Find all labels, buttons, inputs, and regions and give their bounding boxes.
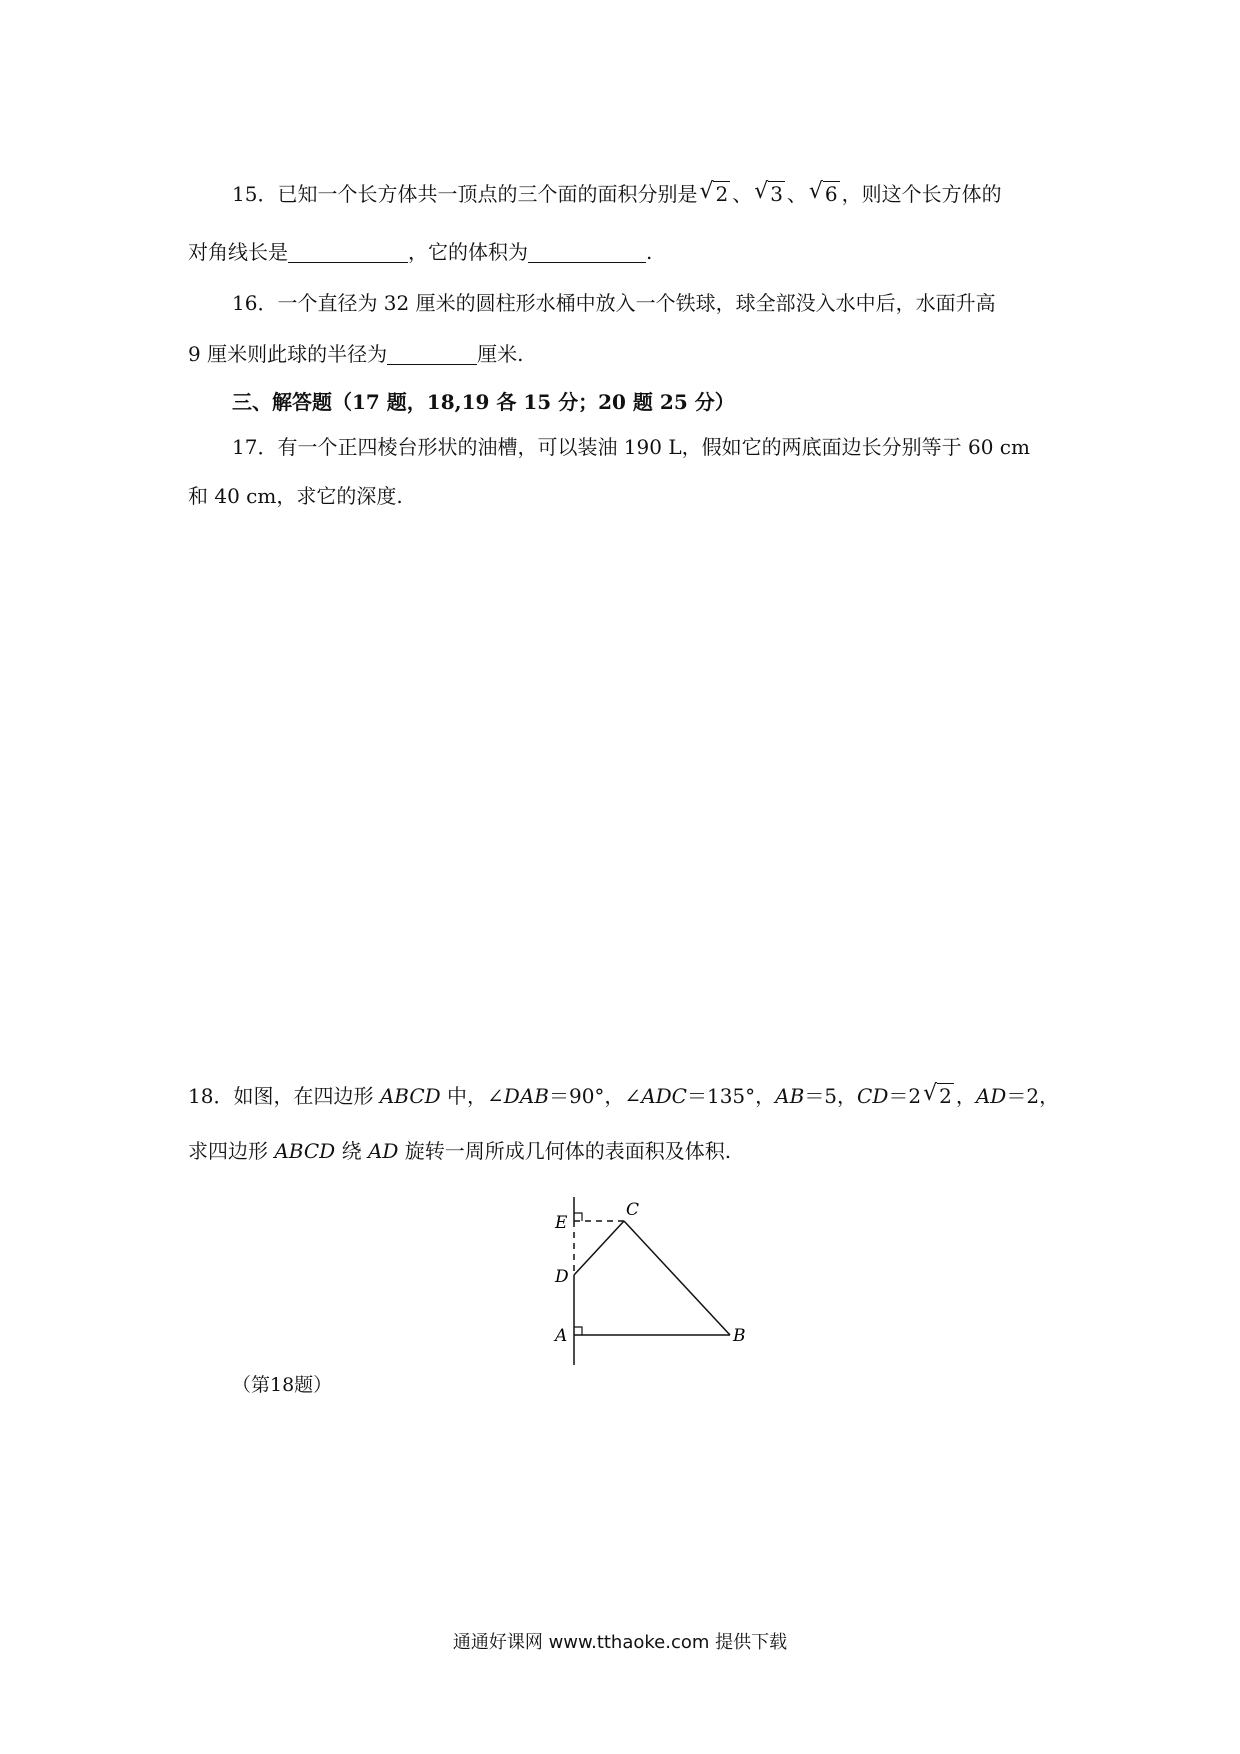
label-c: C xyxy=(626,1200,640,1220)
answer-blank-diagonal[interactable] xyxy=(288,242,408,263)
figure-caption: （第18题） xyxy=(232,1374,333,1396)
right-angle-mark-a xyxy=(574,1327,582,1335)
separator: 、 xyxy=(732,182,753,206)
label-a: A xyxy=(555,1326,568,1346)
q16-text-b: 厘米. xyxy=(477,342,524,366)
q15-text-d: ，它的体积为 xyxy=(408,240,528,264)
sqrt-6: √ 6 xyxy=(808,179,838,206)
answer-blank-radius[interactable] xyxy=(387,344,477,365)
footer-text: 通通好课网 www.tthaoke.com 提供下载 xyxy=(452,1632,788,1653)
q15-text-b: ，则这个长方体的 xyxy=(841,182,1002,206)
label-b: B xyxy=(733,1326,746,1346)
q18-line2: 求四边形 ABCD 绕 AD 旋转一周所成几何体的表面积及体积. xyxy=(188,1139,732,1163)
segment-cb xyxy=(624,1221,730,1335)
q18-line1: 18．如图，在四边形 ABCD 中，∠DAB＝90°，∠ADC＝135°，AB＝5，CD＝2 √ 2 ，AD＝2， xyxy=(188,1081,1060,1108)
q16-text-a: 9 厘米则此球的半径为 xyxy=(188,342,388,366)
sqrt-3: √ 3 xyxy=(754,179,783,206)
q17-line2: 和 40 cm，求它的深度. xyxy=(188,484,403,508)
label-d: D xyxy=(555,1267,569,1287)
quadrilateral-figure xyxy=(540,1195,770,1375)
q17-line1: 17．有一个正四棱台形状的油槽，可以装油 190 L，假如它的两底面边长分别等于 60 cm xyxy=(232,435,1030,459)
q15-text-c: 对角线长是 xyxy=(188,240,288,264)
q16-line2 xyxy=(188,340,523,368)
label-e: E xyxy=(555,1213,568,1233)
q15-line2 xyxy=(188,238,652,266)
section-heading: 三、解答题（17 题，18,19 各 15 分；20 题 25 分） xyxy=(232,390,735,414)
q15-text-e: . xyxy=(646,240,653,264)
sqrt-2: √ 2 xyxy=(923,1081,952,1108)
q15-text-a: 15．已知一个长方体共一顶点的三个面的面积分别是 xyxy=(232,182,698,206)
answer-blank-volume[interactable] xyxy=(528,242,646,263)
segment-dc xyxy=(574,1221,624,1275)
sqrt-2: √ 2 xyxy=(699,179,729,206)
q16-line1: 16．一个直径为 32 厘米的圆柱形水桶中放入一个铁球，球全部没入水中后，水面升高 xyxy=(232,291,996,315)
right-angle-mark-e xyxy=(574,1213,582,1221)
separator: 、 xyxy=(786,182,807,206)
q15-line1 xyxy=(232,180,1002,208)
